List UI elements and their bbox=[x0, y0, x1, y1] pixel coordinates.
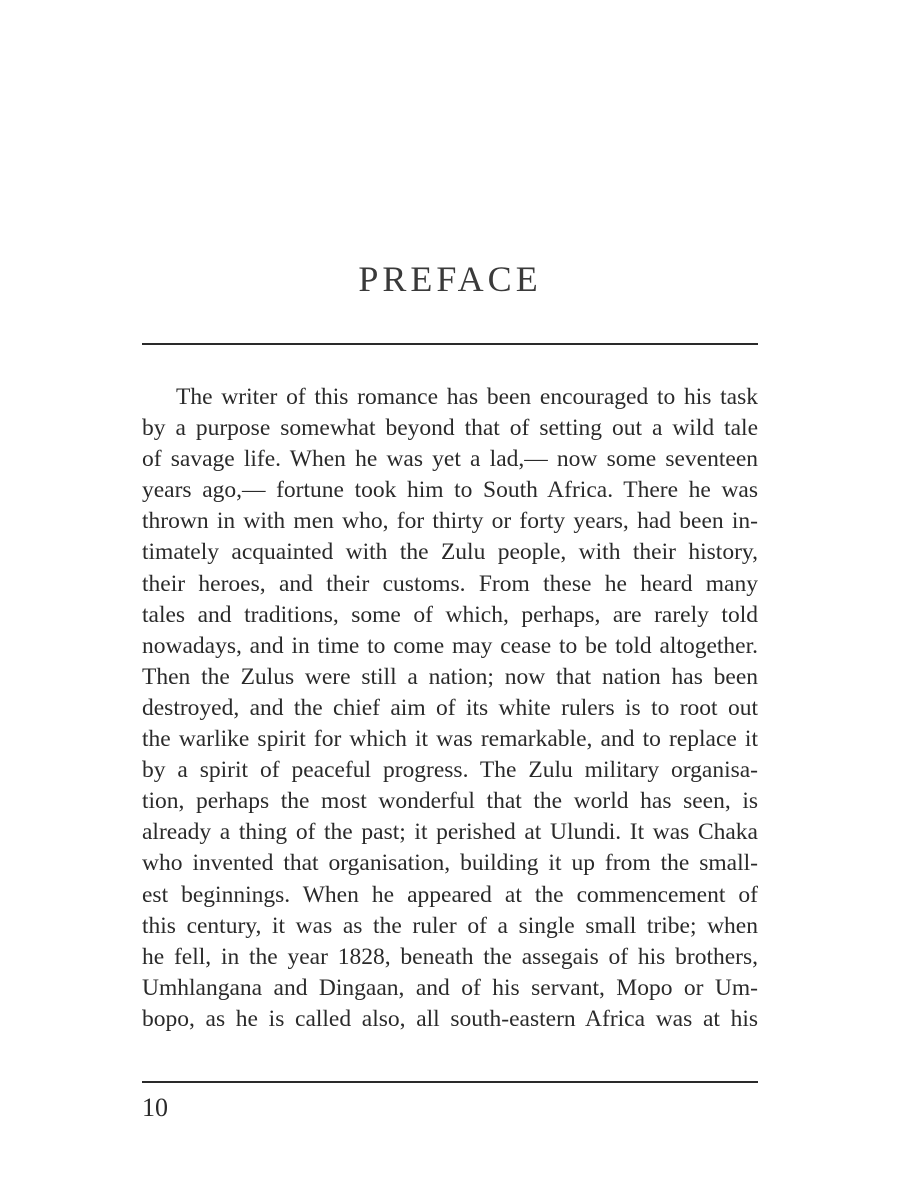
bottom-divider bbox=[142, 1081, 758, 1083]
body-line: est beginnings. When he appeared at the commencement of bbox=[142, 881, 758, 908]
top-divider bbox=[142, 343, 758, 345]
body-line: bopo, as he is called also, all south-eastern Africa was at his bbox=[142, 1005, 758, 1032]
body-line: of savage life. When he was yet a lad,— now some seventeen bbox=[142, 446, 758, 473]
preface-body bbox=[142, 382, 758, 1035]
body-line: he fell, in the year 1828, beneath the assegais of his brothers, bbox=[142, 943, 758, 970]
body-line: years ago,— fortune took him to South Africa. There he was bbox=[142, 477, 758, 504]
body-line: tion, perhaps the most wonderful that the world has seen, is bbox=[142, 788, 758, 815]
body-line: destroyed, and the chief aim of its white rulers is to root out bbox=[142, 694, 758, 721]
body-line: their heroes, and their customs. From these he heard many bbox=[142, 570, 758, 597]
body-line: timately acquainted with the Zulu people, with their history, bbox=[142, 539, 758, 566]
body-line: tales and traditions, some of which, perhaps, are rarely told bbox=[142, 601, 758, 628]
body-line: the warlike spirit for which it was remarkable, and to replace it bbox=[142, 726, 758, 753]
body-line: nowadays, and in time to come may cease to be told altogether. bbox=[142, 632, 758, 659]
chapter-title: PREFACE bbox=[358, 259, 542, 299]
body-line: thrown in with men who, for thirty or forty years, had been in- bbox=[142, 508, 758, 535]
body-line: by a spirit of peaceful progress. The Zulu military organisa- bbox=[142, 757, 758, 784]
body-line: this century, it was as the ruler of a single small tribe; when bbox=[142, 912, 758, 939]
page-number: 10 bbox=[142, 1093, 168, 1122]
body-line: The writer of this romance has been encouraged to his task bbox=[176, 384, 758, 410]
body-line: by a purpose somewhat beyond that of setting out a wild tale bbox=[142, 415, 758, 442]
body-line: Then the Zulus were still a nation; now that nation has been bbox=[142, 663, 758, 690]
body-line: Umhlangana and Dingaan, and of his servant, Mopo or Um- bbox=[142, 974, 758, 1001]
body-line: already a thing of the past; it perished at Ulundi. It was Chaka bbox=[142, 819, 758, 846]
body-line: who invented that organisation, building it up from the small- bbox=[142, 850, 758, 877]
